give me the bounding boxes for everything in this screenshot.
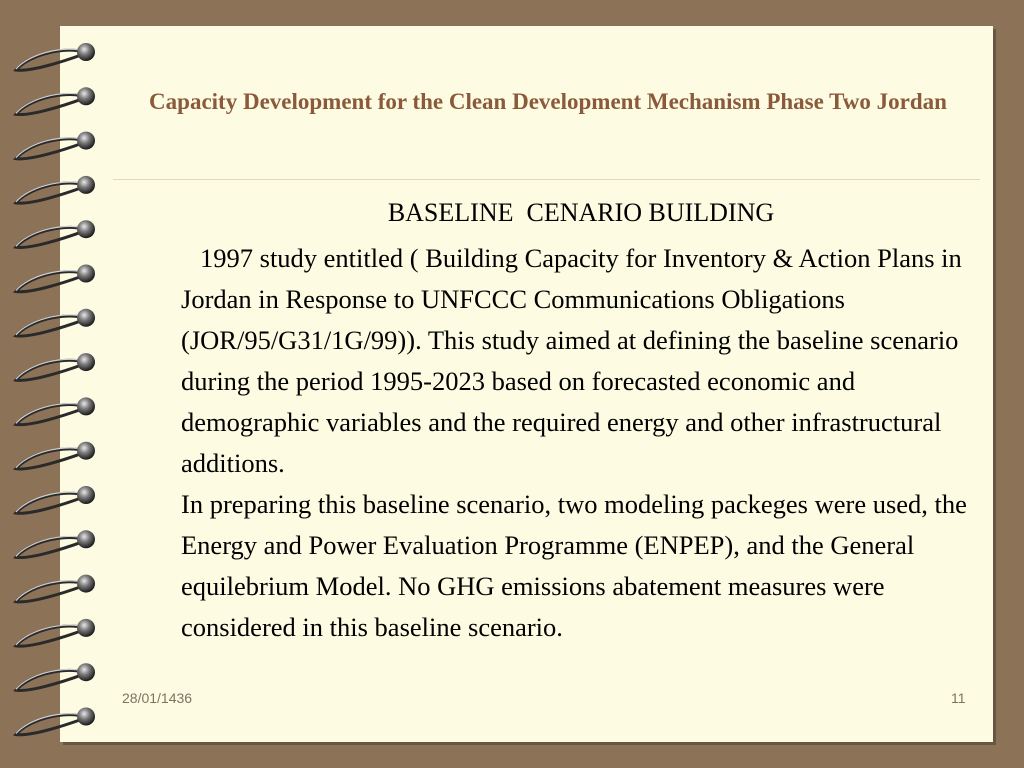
spiral-ring: [16, 353, 95, 380]
spiral-ring: [16, 43, 95, 70]
spiral-ring: [16, 309, 95, 336]
spiral-ring: [16, 530, 95, 557]
slide-title: Capacity Development for the Clean Development Mechanism Phase Two Jordan: [149, 89, 947, 114]
spiral-ring: [16, 132, 95, 159]
footer-date: 28/01/1436: [122, 690, 193, 706]
spiral-ring: [16, 619, 95, 646]
body-paragraph: 1997 study entitled ( Building Capacity for Inventory & Action Plans in Jordan in Response to UNFCCC Communications Obligations (JOR/95/G31/1G/99)). This study aimed at defining the baseline scenario during the period 1995-2023 based on forecasted economic and demographic variables and the required energy and other infrastructural additions.: [181, 243, 962, 478]
spiral-ring: [16, 663, 95, 690]
spiral-ring: [16, 265, 95, 292]
spiral-ring: [16, 397, 95, 424]
spiral-ring: [16, 176, 95, 203]
slide-number: 11: [951, 690, 966, 706]
spiral-ring: [16, 486, 95, 513]
spiral-ring: [16, 220, 95, 247]
spiral-ring: [16, 442, 95, 469]
body-text: [181, 238, 981, 648]
section-heading: BASELINE CENARIO BUILDING: [387, 198, 775, 227]
spiral-ring: [16, 708, 95, 735]
spiral-ring: [16, 87, 95, 114]
title-divider: [113, 179, 980, 180]
body-paragraph: In preparing this baseline scenario, two modeling packeges were used, the Energy and Power Evaluation Programme (ENPEP), and the General equilebrium Model. No GHG emissions abatement measures were considered in this baseline scenario.: [181, 489, 967, 642]
spiral-binding-icon: [0, 0, 110, 768]
spiral-ring: [16, 575, 95, 602]
